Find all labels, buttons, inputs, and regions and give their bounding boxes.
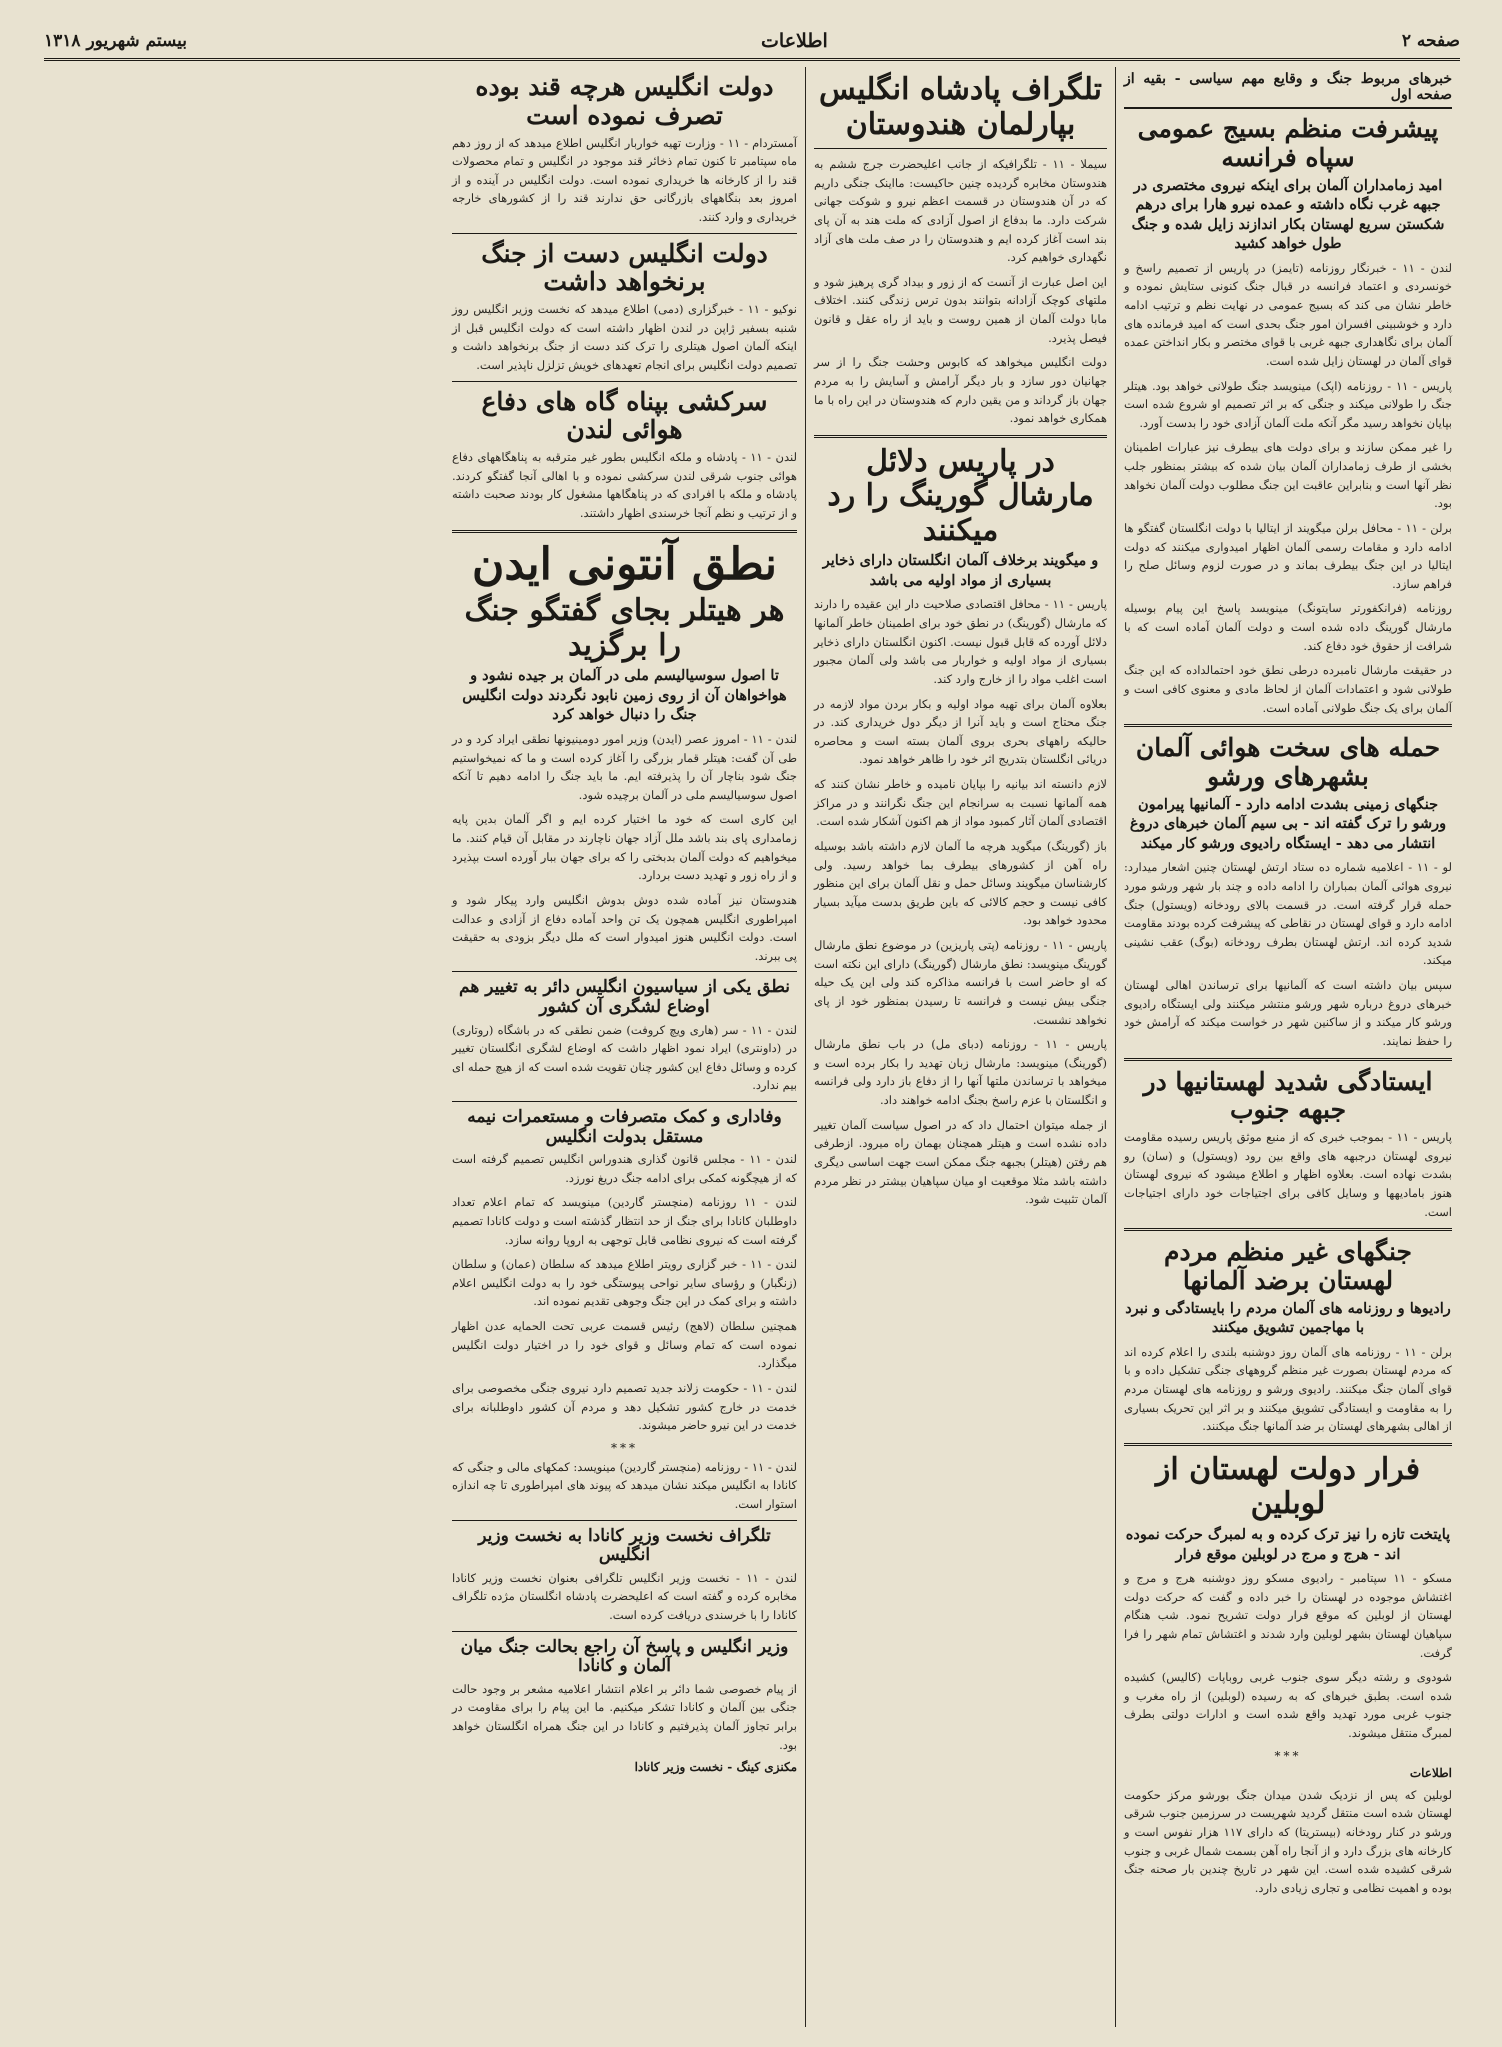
article-headline: وفاداری و کمک متصرفات و مستعمرات نیمه مستقل بدولت انگلیس — [467, 1107, 782, 1147]
column-2 — [806, 67, 1116, 2027]
article-deck: رادیوها و روزنامه های آلمان مردم را بایستادگی و نبرد با مهاجمین تشویق میکنند — [1125, 1299, 1451, 1337]
article-body: لندن - ۱۱ - پادشاه و ملکه انگلیس بطور غیر مترقبه به پناهگاههای دفاع هوائی جنوب شرقی لندن سرکشی نموده و با اهالی آنجا گفتگو کردند. پادشاه و ملکه با افرادی که در پناهگاهها مشغول کار بودند صحبت داشته و از ترتیب و نظم آنجا خرسندی اظهار داشتند. — [452, 450, 797, 520]
article-headline: وزیر انگلیس و پاسخ آن راجع بحالت جنگ میان آلمان و کانادا — [460, 1636, 789, 1677]
divider — [452, 971, 797, 972]
separator-stars: *** — [611, 1440, 638, 1455]
article-body: دولت انگلیس میخواهد که کابوس وحشت جنگ را از سر جهانیان دور سازد و بار دیگر آرامش و آسایش را به مردم جهان باز گرداند و من یقین دارم که هندوستان در این راه با ما همکاری خواهد نمود. — [814, 355, 1107, 426]
section-kicker: خبرهای مربوط جنگ و وقایع مهم سیاسی - بقیه از صفحه اول — [1124, 69, 1452, 109]
article-body: لندن - ۱۱ - خبر گزاری رویتر اطلاع میدهد که سلطان (عمان) و سلطان (زنگبار) و رؤسای سایر نواحی پیوستگی خود را به دولت انگلیس اعلام داشته و برای کمک در این جنگ وجوهی تقدیم نموده اند. — [452, 1257, 797, 1309]
article-headline: سرکشی بپناه گاه های دفاع هوائی لندن — [481, 386, 768, 445]
article-headline: ایستادگی شدید لهستانیها در جبهه جنوب — [1143, 1066, 1433, 1125]
article-headline: نطق آنتونی ایدن — [472, 538, 777, 590]
article-body: لندن - ۱۱ روزنامه (منچستر گاردین) مینویسد که تمام اعلام تعداد داوطلبان کانادا برای جنگ از حد انتظار گذشته است و دولت کانادا تصمیم گرفته است که نیروی نظامی قابل توجهی به اروپا روانه سازد. — [452, 1195, 797, 1247]
article-headline: نطق یکی از سیاسیون انگلیس دائر به تغییر هم اوضاع لشگری آن کشور — [459, 977, 790, 1017]
divider — [452, 1101, 797, 1102]
article-body: پاریس - ۱۱ - بموجب خبری که از منبع موثق پاریس رسیده مقاومت نیروی لهستان درجبهه های واقع بین رود (ویستول) و (سان) رو بشدت نهاده است. بعلاوه اظهار و اطلاع میشود که نیروی لهستان هنوز بامادیهها و وسایل کافی برای اجتیاجات خود دارای اجتیاجات است. — [1124, 1130, 1452, 1219]
article-body: پاریس - ۱۱ - روزنامه (پتی پاریزین) در موضوع نطق مارشال گورینگ مینویسد: نطق مارشال (گورینگ) دارای این نکته است که او حاضر است با فرانسه مذاکره کند ولی این یک حیله جنگی بیش نیست و فرانسه تا رسیدن بمنظور خود از پای نخواهد نشست. — [814, 938, 1107, 1027]
columns — [44, 67, 1460, 2027]
article-headline: حمله های سخت هوائی آلمان بشهرهای ورشو — [1135, 733, 1441, 791]
article-body: لندن - ۱۱ - امروز عصر (ایدن) وزیر امور دومینیونها نطقی ایراد کرد و در طی آن گفت: هیتلر قمار بزرگی را آغاز کرده است و ما که نمیخواستیم جنگ شود بناچار آن را پذیرفته ایم. ما باید جنگ را ادامه دهیم تا آنکه اصول سوسیالیسم ملی در آلمان برچیده شود. — [452, 731, 798, 802]
divider — [814, 435, 1107, 438]
article-deck: تا اصول سوسیالیسم ملی در آلمان بر جیده نشود و هواخواهان آن از روی زمین نابود نگردند دولت انگلیس جنگ را دنبال خواهد کرد — [462, 667, 787, 724]
article-body: هندوستان نیز آماده شده دوش بدوش انگلیس وارد پیکار شود و امپراطوری انگلیس همچون یک تن واحد آماده دفاع از آزادی و عدالت است. دولت انگلیس هنوز امیدوار است که ملل دیگر بزودی به حقیقت پی ببرند. — [452, 892, 797, 963]
article-headline: دولت انگلیس دست از جنگ برنخواهد داشت — [481, 238, 768, 297]
article-body: لندن - ۱۱ - سر (هاری ویچ کروفت) ضمن نطقی که در باشگاه (روتاری) در (داونتری) ایراد نمود اظهار داشت که اوضاع لشگری انگلستان تغییر کرده و وسائل دفاع این کشور چنان تقویت شده است که از هیچ حمله ای بیم ندارد. — [452, 1022, 798, 1093]
article-body: را غیر ممکن سازند و برای دولت های بیطرف نیز عبارات اطمینان بخشی از طرف زمامداران آلمان بیان شده که بیشتر بمنظور جلب نظر آنها است و بنابراین عاقبت این جنگ مطلوب دولت آلمان نخواهد بود. — [1124, 440, 1452, 511]
article-headline: تلگراف نخست وزیر کانادا به نخست وزیر انگلیس — [478, 1525, 771, 1566]
article-headline: دولت انگلیس هرچه قند بوده تصرف نموده است — [475, 72, 774, 130]
article-deck: امید زمامداران آلمان برای اینکه نیروی مختصری در جبهه غرب نگاه داشته و عمده نیرو هارا برای درهم شکستن سریع لهستان بکار اندازند زایل شده و جنگ طول خواهد کشید — [1131, 176, 1445, 253]
divider — [814, 148, 1107, 149]
article-body: لوبلین که پس از نزدیک شدن میدان جنگ بورشو مرکز حکومت لهستان شده است منتقل گردید شهریست در سرزمین جنوب شرقی ورشو در کنار رودخانه (بیستریتا) که دارای ۱۱۷ هزار نفوس است و کارخانه های بزرگ دارد و از آنجا راه آهن بسمت شمال غربی و جنوب شرقی کشیده شده است. این شهر در تاریخ چندین بار صحنه جنگ بوده و اهمیت نظامی و تجاری زیادی دارد. — [1124, 1787, 1452, 1895]
divider — [452, 381, 797, 382]
article-signature: مکنزی کینگ - نخست وزیر کانادا — [634, 1760, 797, 1775]
divider — [1124, 1228, 1452, 1231]
article-body: از جمله میتوان احتمال داد که در اصول سیاست آلمان تغییر داده نشده است و هیتلر همچنان بهمان راه میرود. ازطرفی هم رفتن (هیتلر) بجبهه جنگ ممکن است جهت اساسی دیگری داشته باشد مثلا موقعیت او میان سپاهیان بیشتر در نظر مردم آلمان تثبیت شود. — [814, 1117, 1107, 1207]
article-body: لندن - ۱۱ - حکومت زلاند جدید تصمیم دارد نیروی جنگی مخصوصی برای خدمت در خارج کشور تشکیل دهد و مردم آن کشور داوطلبانه برای خدمت در این نیرو حاضر میشوند. — [452, 1380, 798, 1433]
article-body: این اصل عبارت از آنست که از زور و بیداد گری پرهیز شود و ملتهای کوچک آزادانه بتوانند بدون ترس زندگی کنند. اختلاف مابا دولت آلمان از همین روست و باید از راه عقل و قانون فیصل پذیرد. — [814, 274, 1107, 345]
column-1 — [1116, 67, 1460, 2027]
newspaper-name: اطلاعات — [761, 30, 828, 52]
article-body: نوکیو - ۱۱ - خبرگزاری (دمی) اطلاع میدهد که نخست وزیر انگلیس روز شنبه بسفیر ژاپن در لندن اظهار داشته است که دولت انگلیس قبل از اینکه آلمان اصول هیتلری را ترک کند دست از جنگ برنخواهد داشت و تصمیم دولت انگلیس برای انجام تعهدهای خویش تزلزل ناپذیر است. — [452, 302, 797, 372]
issue-date: بیستم شهریور ۱۳۱۸ — [44, 31, 188, 51]
article-body: پاریس - ۱۱ - روزنامه (دبای مل) در باب نطق مارشال (گورینگ) مینویسد: مارشال زبان تهدید را بکار برده است و میخواهد با ترساندن ملتها آنها را از دفاع باز دارد ولی فرانسه و انگلستان با عزم راسخ بجنگ ادامه خواهند داد. — [814, 1037, 1107, 1107]
article-headline: جنگهای غیر منظم مردم لهستان برضد آلمانها — [1164, 1237, 1412, 1295]
article-deck: جنگهای زمینی بشدت ادامه دارد - آلمانیها پیرامون ورشو را ترک گفته اند - بی سیم آلمان خبرهای دروغ انتشار می دهد - ایستگاه رادیوی ورشو کار میکند — [1129, 795, 1447, 852]
article-body: پاریس - ۱۱ - روزنامه (اپک) مینویسد جنگ طولانی خواهد بود. هیتلر جنگ را طولانی میکند و جنگی که بر اثر تصمیم او شروع شده است بپایان نخواهد رسید مگر آنکه ملت آلمان آزادی خود را بدست آورد. — [1124, 378, 1452, 430]
article-body: این کاری است که خود ما اختیار کرده ایم و اگر آلمان بدین پایه زمامداری پای بند باشد ملل آزاد جهان ناچارند در مقابل آن قیام کنند. ما میخواهیم که دولت آلمان بدبختی را که برای جهان ببار آورده است بپذیرد و از راه زور و تهدید دست بردارد. — [452, 812, 797, 883]
article-body: شودوی و رشته دیگر سوی جنوب غربی روباپات (کالیس) کشیده شده است. بطبق خبرهای که به رسیده (لوبلین) از راه مغرب و جنوب غربی مورد تهدید واقع شده است و ادارات دولتی بطرف لمبرگ منتقل میشوند. — [1124, 1670, 1452, 1741]
article-body: از پیام خصوصی شما دائر بر اعلام انتشار اعلامیه مشعر بر وجود حالت جنگی بین آلمان و کانادا تشکر میکنیم. ما این پیام را برای مقاومت در برابر تجاوز آلمان پذیرفتیم و کانادا در این جنگ همراه انگلستان خواهد بود. — [452, 1681, 797, 1752]
article-body: لندن - ۱۱ - خبرنگار روزنامه (تایمز) در پاریس از تصمیم راسخ و خونسردی و اعتماد فرانسه در قبال جنگ کنونی ستایش نموده و خاطر نشان می کند که بسیج عمومی در نهایت نظم و ترتیب ادامه دارد و خوشبینی افسران امور جنگ بحدی است که امید فرمانده های آلمان برای نگاهداری جبهه غربی با قوای مختصر و بکار انداختن عمده قوای آلمان در لهستان زایل شده است. — [1124, 260, 1453, 368]
article-body: برلن - ۱۱ - محافل برلن میگویند از ایتالیا با دولت انگلستان گفتگو ها ادامه دارد و مقامات رسمی آلمان اظهار امیدواری میکنند که دولت ایتالیا در این جنگ بیطرف بماند و در صورت لزوم وسائل صلح را فراهم سازد. — [1124, 520, 1452, 591]
divider — [1124, 724, 1452, 727]
article-body: باز (گورینگ) میگوید هرچه ما آلمان لازم داشته باشد بوسیله راه آهن از کشورهای بیطرف بما خواهد رسید. ولی کارشناسان میگویند وسائل حمل و نقل آلمان برای این منظور کافی نیست و حجم کالائی که باین طریق بدست میآید بسیار محدود خواهد بود. — [814, 838, 1107, 928]
article-body: پاریس - ۱۱ - محافل اقتصادی صلاحیت دار این عقیده را دارند که مارشال (گورینگ) در نطق خود برای اطمینان خاطر آلمانها دلائل آورده که قابل قبول نیست. اکنون انگلستان دارای ذخایر بسیاری از مواد اولیه و خواربار می باشد ولی آلمان مجبور است اغلب مواد را از خارج وارد کند. — [814, 597, 1107, 686]
article-body: مسکو - ۱۱ سپتامبر - رادیوی مسکو روز دوشنبه هرج و مرج و اغتشاش موجوده در لهستان را خبر داده و گفت که حرکت دولت لهستان از لوبلین که موقع فرار دولت تشریح نمود. شب هنگام سپاهیان لهستان بشهر لوبلین وارد شدند و اغتشاش تمام شهر را فرا گرفت. — [1124, 1571, 1452, 1660]
divider — [452, 1631, 797, 1632]
article-body: برلن - ۱۱ - روزنامه های آلمان روز دوشنبه بلندی را اعلام کرده اند که مردم لهستان بصورت غیر منظم گروههای جنگی تشکیل داده و با قوای آلمان جنگ میکنند. رادیوی ورشو و روزنامه های لهستان مردم را به مقاومت و ایستادگی تشویق میکنند و بر اثر این تحریک بسیاری از اهالی بشهرهای لهستان بر ضد آلمانها جنگ میکنند. — [1124, 1344, 1452, 1434]
article-body: لندن - ۱۱ - نخست وزیر انگلیس تلگرافی بعنوان نخست وزیر کانادا مخابره کرده و گفته است که اعلیحضرت پادشاه انگلستان مژده تلگراف کانادا را با خرسندی دریافت کرده است. — [452, 1570, 797, 1623]
article-credit: اطلاعات — [1409, 1765, 1452, 1780]
article-deck: و میگویند برخلاف آلمان انگلستان دارای ذخایر بسیاری از مواد اولیه می باشد — [822, 552, 1099, 589]
divider — [452, 1520, 797, 1521]
article-headline: فرار دولت لهستان از لوبلین — [1155, 1451, 1421, 1522]
article-subheadline: هر هیتلر بجای گفتگو جنگ را برگزید — [464, 593, 785, 663]
article-body: لازم دانسته اند بیانیه را بپایان نامیده و خاطر نشان کنند که همه آلمانها نسبت به سرانجام این جنگ نگرانند و در مراکز اقتصادی آلمان آثار کمبود مواد از هم اکنون آشکار شده است. — [814, 777, 1107, 829]
article-body: لو - ۱۱ - اعلامیه شماره ده ستاد ارتش لهستان چنین اشعار میدارد: نیروی هوائی آلمان بمباران را ادامه داده و چند بار شهر ورشو مورد حمله قرار گرفته است. در قسمت بالای رودخانه (ویستول) جنگ ادامه دارد و قوای لهستان در نقاطی که پیشرفت کرده بودند مقاومت شدید کرده اند. ارتش لهستان بطرف رودخانه (بوگ) عقب نشینی میکند. — [1124, 860, 1452, 968]
article-headline: تلگراف پادشاه انگلیس بپارلمان هندوستان — [818, 72, 1103, 142]
article-body: همچنین سلطان (لاهج) رئیس قسمت عربی تحت الحمایه عدن اظهار نموده است که تمام وسائل و قوای خود را در اختیار دولت انگلیس میگذارد. — [452, 1319, 797, 1371]
article-deck: پایتخت تازه را نیز ترک کرده و به لمبرگ حرکت نموده اند - هرج و مرج در لوبلین موقع فرار — [1125, 1525, 1451, 1563]
article-body: لندن - ۱۱ - روزنامه (منچستر گاردین) مینویسد: کمکهای مالی و جنگی که کانادا به انگلیس میکند نشان میدهد که پیوند های امپراطوری تا چه اندازه استوار است. — [452, 1459, 798, 1512]
page-number: صفحه ۲ — [1401, 31, 1460, 51]
divider — [452, 233, 797, 234]
column-3 — [444, 67, 806, 2027]
divider — [452, 530, 797, 533]
article-headline: در پاریس دلائل مارشال گورینگ را رد میکنند — [827, 443, 1094, 548]
separator-stars: *** — [1274, 1748, 1302, 1763]
article-headline: پیشرفت منظم بسیج عمومی سپاه فرانسه — [1137, 114, 1439, 172]
article-body: سیملا - ۱۱ - تلگرافیکه از جانب اعلیحضرت جرج ششم به هندوستان مخابره گردیده چنین حاکیست: مااینک جنگی داریم که در آن هندوستان در قسمت اعظم نیرو و شوکت جهانی شرکت دارد. ما بدفاع از اصول آزادی که ملت هند به آن پای بند است آغاز کرده ایم و هندوستان را در صف ملت های آزاد نگهداری خواهیم کرد. — [814, 157, 1107, 265]
article-body: لندن - ۱۱ - مجلس قانون گذاری هندوراس انگلیس تصمیم گرفته است که از هیچگونه کمکی برای ادامه جنگ دریغ نورزد. — [452, 1152, 797, 1185]
masthead — [44, 28, 1460, 61]
article-body: سپس بیان داشته است که آلمانیها برای ترساندن اهالی لهستان خبرهای دروغ درباره شهر ورشو منتشر میکنند ولی ایستگاه رادیوی ورشو کار میکند و از ساکنین شهر در خواست میکند که آرامش خود را حفظ نمایند. — [1124, 978, 1452, 1048]
divider — [1124, 1443, 1452, 1446]
article-body: بعلاوه آلمان برای تهیه مواد اولیه و بکار بردن مواد لازمه در جنگ محتاج است و باید آنرا از دیگر دول خریداری کند. در حالیکه راههای بحری بروی آلمان بسته است و محاصره دریائی انگلستان بتدریج اثر خود را ظاهر خواهد نمود. — [814, 696, 1107, 767]
divider — [1124, 1058, 1452, 1061]
article-body: روزنامه (فرانکفورتر سایتونگ) مینویسد پاسخ این پیام بوسیله مارشال گورینگ داده شده است و دولت آلمان آماده است که با شرافت از حقوق خود دفاع کند. — [1124, 601, 1452, 653]
article-body: آمستردام - ۱۱ - وزارت تهیه خواربار انگلیس اطلاع میدهد که از روز دهم ماه سپتامبر تا کنون تمام ذخائر قند موجود در انگلیس و تمام محصولات قند را از کارخانه ها خریداری نموده است. دولت انگلیس در آینده و از امروز بعد بنگاههای بازرگانی حق ندارند قند را از کشورهای خارجه خریداری و وارد کنند. — [452, 135, 798, 224]
article-body: در حقیقت مارشال نامبرده درطی نطق خود احتمالداده که این جنگ طولانی شود و اعتمادات آلمان از لحاظ مادی و معنوی کافی است و آلمان برای یک جنگ طولانی آماده است. — [1124, 663, 1452, 715]
